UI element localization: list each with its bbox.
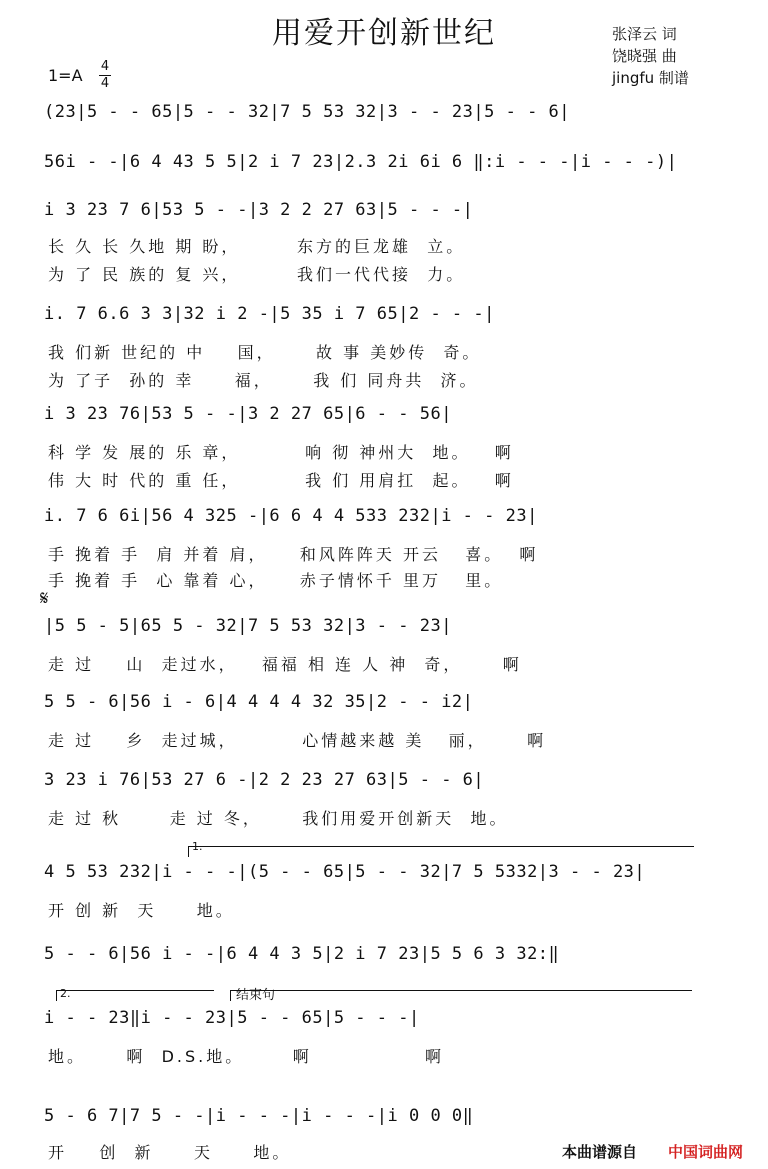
arranger-credit: jingfu 制谱 (612, 69, 689, 87)
ending-1-label: 1. (192, 840, 203, 853)
score-line-9-lyric-1: 走 过 秋 走 过 冬， 我们用爱开创新天 地。 (48, 809, 509, 828)
time-signature-bottom: 4 (100, 76, 110, 91)
score-line-6-notes: i. 7 6 6i|56 4 325 -|6 6 4 4 533 232|i - - 23| (44, 506, 538, 526)
score-line-5-lyric-1: 科 学 发 展的 乐 章， 响 彻 神州大 地。 啊 (48, 443, 514, 462)
score-line-2-notes: 56i - -|6 4 43 5 5|2 i 7 23|2.3 2i 6i 6 ‖:i - - -|i - - -)| (44, 152, 678, 172)
key-signature: 1=A (48, 66, 83, 85)
score-line-13-notes: 5 - 6 7|7 5 - -|i - - -|i - - -|i 0 0 0‖ (44, 1106, 474, 1126)
score-line-8-lyric-1: 走 过 乡 走过城， 心情越来越 美 丽， 啊 (48, 731, 547, 750)
score-line-4-lyric-2: 为 了子 孙的 幸 福， 我 们 同舟共 济。 (48, 371, 479, 390)
score-line-4-notes: i. 7 6.6 3 3|32 i 2 -|5 35 i 7 65|2 - - -| (44, 304, 495, 324)
score-line-12-notes: i - - 23‖i - - 23|5 - - 65|5 - - -| (44, 1008, 420, 1028)
lyricist-credit: 张泽云 词 (612, 25, 677, 43)
score-line-6-lyric-1: 手 挽着 手 肩 并着 肩， 和风阵阵天 开云 喜。 啊 (48, 545, 539, 564)
score-line-1-notes: (23|5 - - 65|5 - - 32|7 5 53 32|3 - - 23|5 - - 6| (44, 102, 571, 122)
score-line-3-lyric-2: 为 了 民 族的 复 兴， 我们一代代接 力。 (48, 265, 466, 284)
score-line-7-notes: |5 5 - 5|65 5 - 32|7 5 53 32|3 - - 23| (44, 616, 452, 636)
page-title: 用爱开创新世纪 (272, 16, 496, 51)
score-line-11-notes: 5 - - 6|56 i - -|6 4 4 3 5|2 i 7 23|5 5 6 3 32:‖ (44, 944, 560, 964)
composer-credit: 饶晓强 曲 (612, 47, 677, 65)
ending-2-label: 2. (60, 987, 71, 1000)
score-line-5-notes: i 3 23 76|53 5 - -|3 2 27 65|6 - - 56| (44, 404, 452, 424)
ending-1-bracket (188, 846, 694, 847)
score-line-8-notes: 5 5 - 6|56 i - 6|4 4 4 4 32 35|2 - - i2| (44, 692, 474, 712)
score-line-10-lyric-1: 开 创 新 天 地。 (48, 901, 235, 920)
score-line-4-lyric-1: 我 们新 世纪的 中 国， 故 事 美妙传 奇。 (48, 343, 482, 362)
segno-icon: 𝄋 (40, 586, 49, 610)
score-line-3-lyric-1: 长 久 长 久地 期 盼， 东方的巨龙雄 立。 (48, 237, 466, 256)
score-line-10-notes: 4 5 53 232|i - - -|(5 - - 65|5 - - 32|7 5 5332|3 - - 23| (44, 862, 646, 882)
score-line-5-lyric-2: 伟 大 时 代的 重 任， 我 们 用肩扛 起。 啊 (48, 471, 514, 490)
score-line-7-lyric-1: 走 过 山 走过水， 福福 相 连 人 神 奇， 啊 (48, 655, 522, 674)
score-line-6-lyric-2: 手 挽着 手 心 靠着 心， 赤子情怀千 里万 里。 (48, 571, 504, 590)
score-line-13-lyric-1: 开 创 新 天 地。 (48, 1143, 292, 1162)
ending-2-bracket (56, 990, 214, 991)
source-label: 本曲谱源自 (562, 1143, 638, 1161)
site-link[interactable]: 中国词曲网 (668, 1143, 744, 1161)
time-signature-top: 4 (100, 59, 110, 74)
score-line-9-notes: 3 23 i 76|53 27 6 -|2 2 23 27 63|5 - - 6| (44, 770, 485, 790)
ending-phrase-label: 结束句 (236, 988, 276, 1003)
score-line-12-lyric-1: 地。 啊 D.S.地。 啊 啊 (48, 1047, 444, 1066)
time-signature (99, 60, 111, 91)
score-line-3-notes: i 3 23 7 6|53 5 - -|3 2 2 27 63|5 - - -| (44, 200, 474, 220)
ending-phrase-bracket (230, 990, 692, 991)
